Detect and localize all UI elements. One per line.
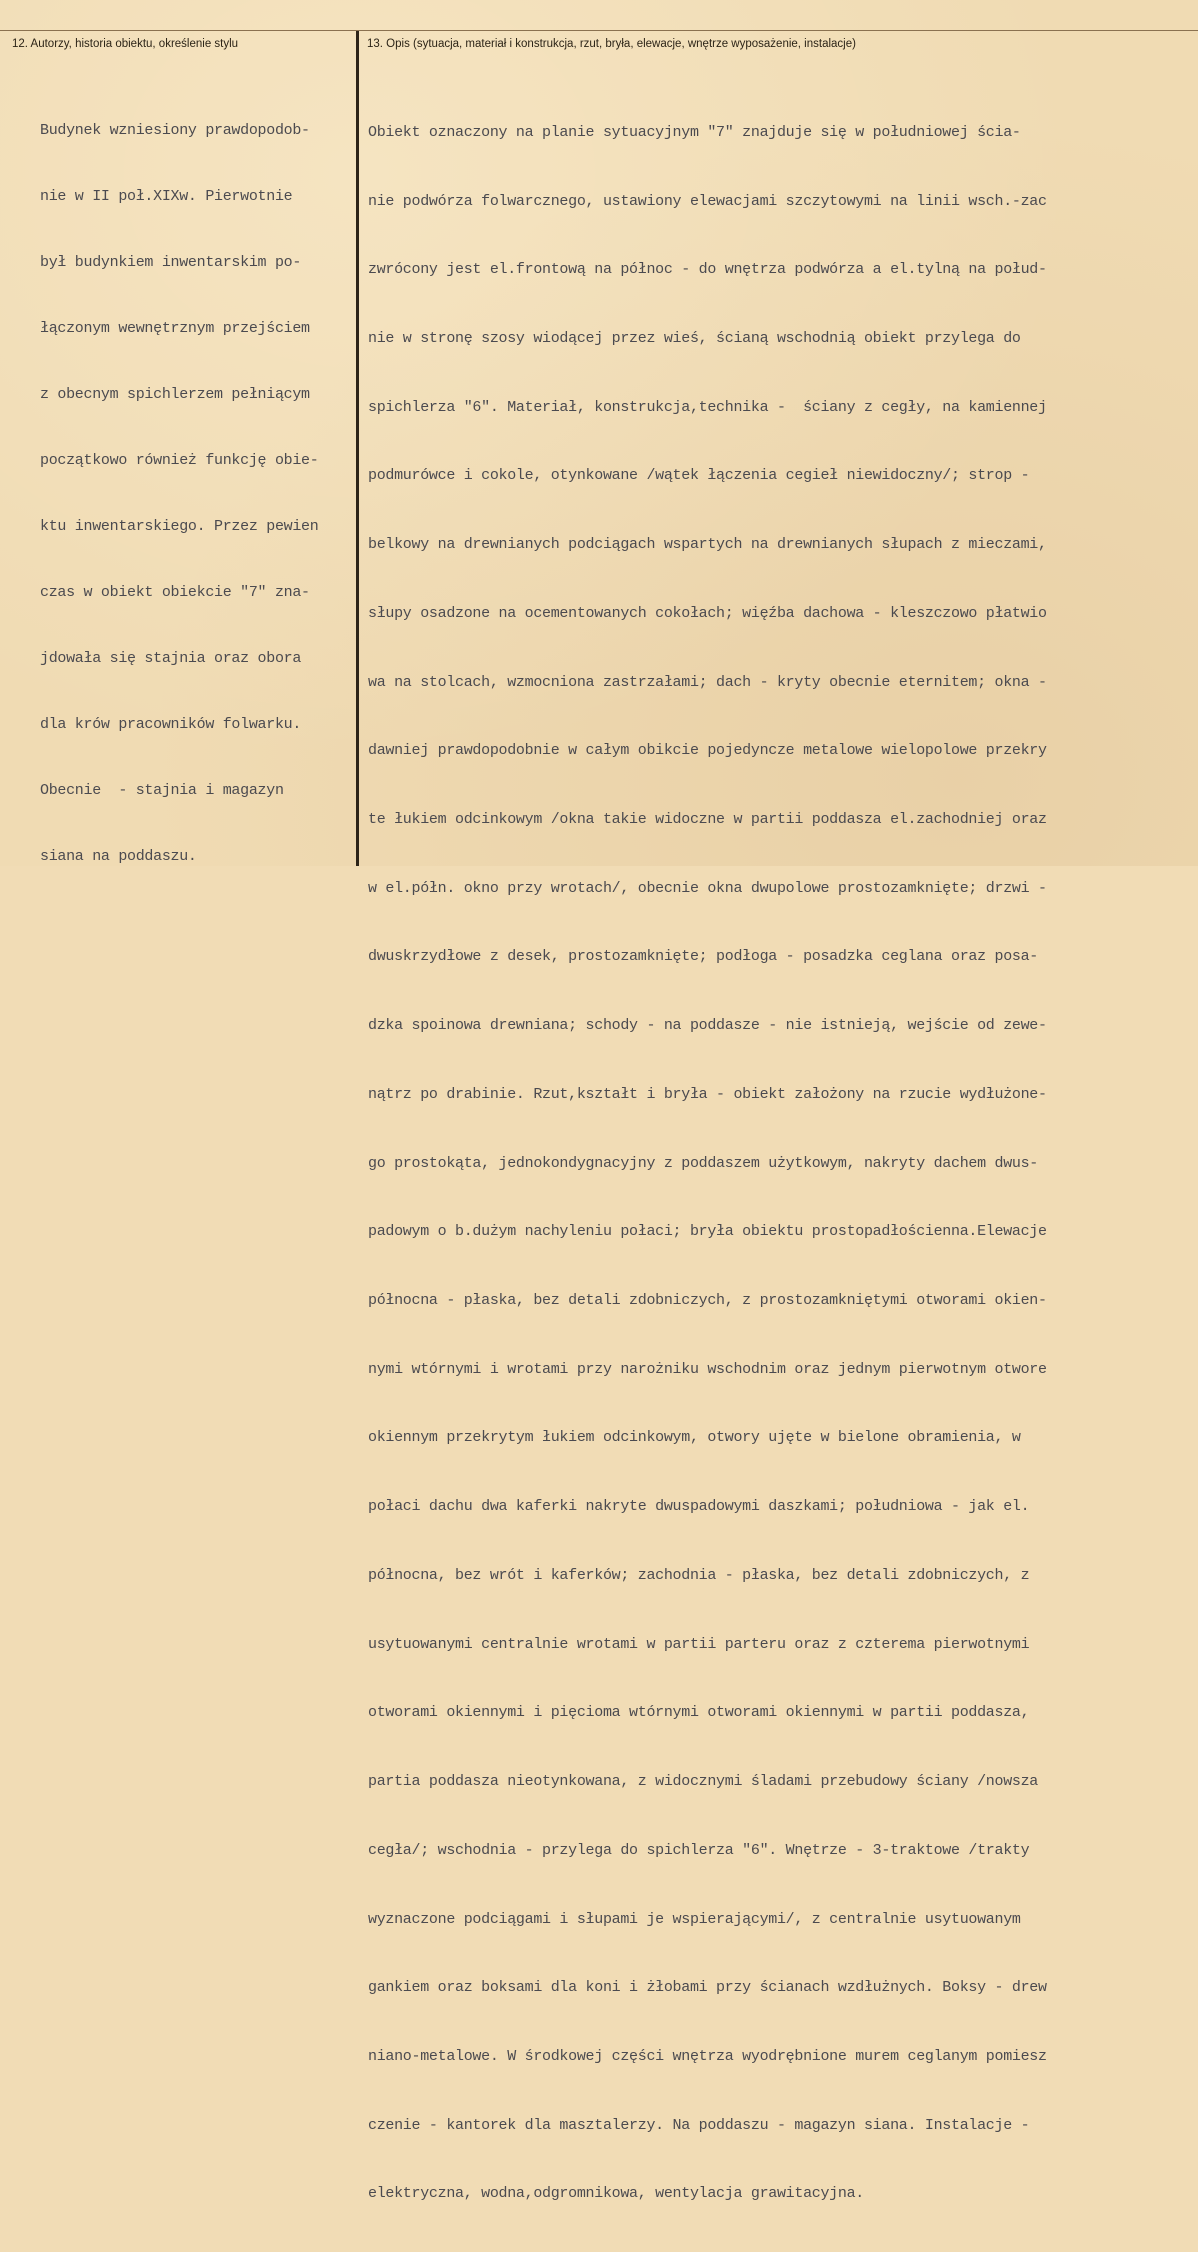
text-line: z obecnym spichlerzem pełniącym xyxy=(40,386,310,403)
text-line: czas w obiekt obiekcie "7" zna- xyxy=(40,584,310,601)
text-line: wa na stolcach, wzmocniona zastrzałami; dach - kryty obecnie eternitem; okna - xyxy=(368,673,1047,691)
text-line: jdowała się stajnia oraz obora xyxy=(40,650,302,667)
section-12-heading: 12. Autorzy, historia obiektu, określenie stylu xyxy=(12,38,239,50)
text-line: północna - płaska, bez detali zdobniczych, z prostozamkniętymi otworami okien- xyxy=(368,1292,1047,1310)
text-line: dzka spoinowa drewniana; schody - na poddasze - nie istnieją, wejście od zewe- xyxy=(368,1017,1047,1035)
text-line: Budynek wzniesiony prawdopodob- xyxy=(40,122,310,139)
text-line: zwrócony jest el.frontową na północ - do wnętrza podwórza a el.tylną na połud- xyxy=(368,261,1047,279)
top-rule xyxy=(0,30,1198,31)
text-line: nie podwórza folwarcznego, ustawiony elewacjami szczytowymi na linii wsch.-zac xyxy=(368,192,1047,210)
section-13-body xyxy=(368,76,1047,2252)
text-line: Obiekt oznaczony na planie sytuacyjnym "7" znajduje się w południowej ścia- xyxy=(368,123,1021,141)
text-line: go prostokąta, jednokondygnacyjny z poddaszem użytkowym, nakryty dachem dwus- xyxy=(368,1154,1039,1172)
text-line: dwuskrzydłowe z desek, prostozamknięte; podłoga - posadzka ceglana oraz posa- xyxy=(368,948,1039,966)
text-line: nie w stronę szosy wiodącej przez wieś, ścianą wschodnią obiekt przylega do xyxy=(368,329,1021,347)
text-line: czenie - kantorek dla masztalerzy. Na poddaszu - magazyn siana. Instalacje - xyxy=(368,2116,1030,2134)
text-line: spichlerza "6". Materiał, konstrukcja,technika - ściany z cegły, na kamiennej xyxy=(368,398,1047,416)
text-line: gankiem oraz boksami dla koni i żłobami przy ścianach wzdłużnych. Boksy - drew xyxy=(368,1979,1047,1997)
text-line: wyznaczone podciągami i słupami je wspierającymi/, z centralnie usytuowanym xyxy=(368,1910,1021,1928)
section-12-body xyxy=(40,76,318,912)
text-line: belkowy na drewnianych podciągach wspartych na drewnianych słupach z mieczami, xyxy=(368,536,1047,554)
text-line: nie w II poł.XIXw. Pierwotnie xyxy=(40,188,293,205)
text-line: usytuowanymi centralnie wrotami w partii parteru oraz z czterema pierwotnymi xyxy=(368,1635,1030,1653)
text-line: Obecnie - stajnia i magazyn xyxy=(40,782,284,799)
text-line: niano-metalowe. W środkowej części wnętrza wyodrębnione murem ceglanym pomiesz xyxy=(368,2047,1047,2065)
text-line: padowym o b.dużym nachyleniu połaci; bryła obiektu prostopadłościenna.Elewacje xyxy=(368,1223,1047,1241)
text-line: w el.półn. okno przy wrotach/, obecnie okna dwupolowe prostozamknięte; drzwi - xyxy=(368,879,1047,897)
text-line: dawniej prawdopodobnie w całym obikcie pojedyncze metalowe wielopolowe przekry xyxy=(368,742,1047,760)
text-line: ktu inwentarskiego. Przez pewien xyxy=(40,518,319,535)
text-line: słupy osadzone na ocementowanych cokołach; więźba dachowa - kleszczowo płatwio xyxy=(368,604,1047,622)
text-line: był budynkiem inwentarskim po- xyxy=(40,254,302,271)
section-13-heading: 13. Opis (sytuacja, materiał i konstrukcja, rzut, bryła, elewacje, wnętrze wyposażenie, instalacje) xyxy=(367,38,856,50)
text-line: siana na poddaszu. xyxy=(40,848,197,865)
text-line: północna, bez wrót i kaferków; zachodnia - płaska, bez detali zdobniczych, z xyxy=(368,1566,1030,1584)
text-line: te łukiem odcinkowym /okna takie widoczne w partii poddasza el.zachodniej oraz xyxy=(368,811,1047,828)
text-line: nymi wtórnymi i wrotami przy narożniku wschodnim oraz jednym pierwotnym otwore xyxy=(368,1360,1047,1378)
text-line: połaci dachu dwa kaferki nakryte dwuspadowymi daszkami; południowa - jak el. xyxy=(368,1498,1030,1516)
text-line: partia poddasza nieotynkowana, z widocznymi śladami przebudowy ściany /nowsza xyxy=(368,1773,1039,1791)
text-line: otworami okiennymi i pięcioma wtórnymi otworami okiennymi w partii poddasza, xyxy=(368,1704,1030,1722)
text-line: cegła/; wschodnia - przylega do spichlerza "6". Wnętrze - 3-traktowe /trakty xyxy=(368,1841,1030,1859)
text-line: okiennym przekrytym łukiem odcinkowym, otwory ujęte w bielone obramienia, w xyxy=(368,1429,1021,1447)
text-line: dla krów pracowników folwarku. xyxy=(40,716,302,733)
column-divider xyxy=(356,31,359,866)
text-line: podmurówce i cokole, otynkowane /wątek łączenia cegieł niewidoczny/; strop - xyxy=(368,467,1030,485)
text-line: początkowo również funkcję obie- xyxy=(40,452,319,469)
text-line: nątrz po drabinie. Rzut,kształt i bryła - obiekt założony na rzucie wydłużone- xyxy=(368,1085,1047,1103)
text-line: elektryczna, wodna,odgromnikowa, wentylacja grawitacyjna. xyxy=(368,2185,864,2203)
text-line: łączonym wewnętrznym przejściem xyxy=(40,320,310,337)
